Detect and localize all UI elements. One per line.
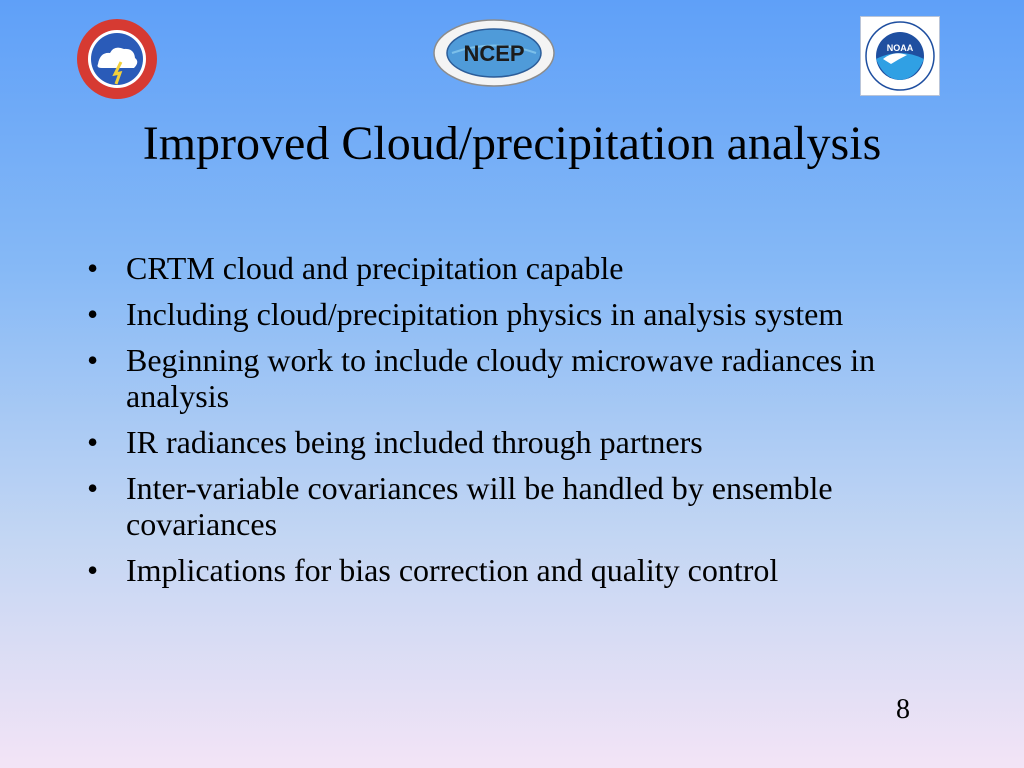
nws-logo <box>76 18 158 100</box>
bullet-text: Implications for bias correction and quality control <box>126 552 779 588</box>
bullet-list <box>82 250 962 598</box>
bullet-text: Inter-variable covariances will be handled by ensemble covariances <box>126 470 833 542</box>
noaa-logo <box>860 16 940 96</box>
bullet-item <box>82 250 962 286</box>
bullet-item <box>82 552 962 588</box>
bullet-text: CRTM cloud and precipitation capable <box>126 250 624 286</box>
bullet-dot-icon: • <box>87 342 99 378</box>
bullet-item <box>82 470 962 542</box>
bullet-dot-icon: • <box>87 250 99 286</box>
page-number: 8 <box>896 694 910 725</box>
bullet-dot-icon: • <box>87 424 99 460</box>
bullet-dot-icon: • <box>87 296 99 332</box>
bullet-text: IR radiances being included through partners <box>126 424 703 460</box>
bullet-item <box>82 342 962 414</box>
slide-title: Improved Cloud/precipitation analysis <box>142 117 882 170</box>
bullet-text: Beginning work to include cloudy microwave radiances in analysis <box>126 342 876 414</box>
ncep-logo-text: NCEP <box>463 41 525 66</box>
ncep-logo <box>432 18 556 88</box>
noaa-logo-text: NOAA <box>886 43 914 53</box>
bullet-item <box>82 424 962 460</box>
bullet-dot-icon: • <box>87 552 99 588</box>
bullet-text: Including cloud/precipitation physics in analysis system <box>126 296 844 332</box>
bullet-item <box>82 296 962 332</box>
bullet-dot-icon: • <box>87 470 99 506</box>
